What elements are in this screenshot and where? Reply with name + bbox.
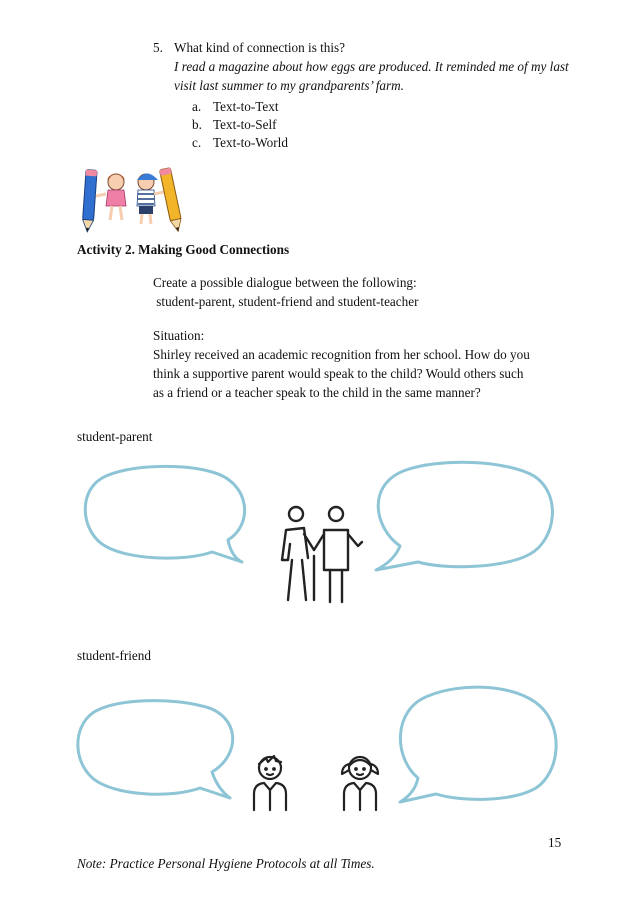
- question-passage-line-1: I read a magazine about how eggs are produced. It reminded me of my last: [174, 59, 569, 74]
- page-number: 15: [548, 835, 562, 850]
- girl-student-icon: [338, 752, 382, 812]
- kids-with-pencils-illustration: [76, 166, 186, 234]
- situation-label: Situation:: [153, 328, 205, 343]
- situation-line-3: as a friend or a teacher speak to the child in the same manner?: [153, 385, 481, 400]
- option-b-text: Text-to-Self: [213, 117, 277, 132]
- option-a-letter: a.: [192, 99, 202, 114]
- question-text: What kind of connection is this?: [174, 40, 346, 55]
- question-number: 5.: [153, 40, 163, 55]
- option-c-text: Text-to-World: [213, 135, 288, 150]
- activity-instruction-line-2: student-parent, student-friend and student-teacher: [153, 294, 419, 309]
- speech-bubble-left-parent: [84, 466, 256, 568]
- footer-note: Note: Practice Personal Hygiene Protocols at all Times.: [77, 856, 375, 871]
- situation-line-1: Shirley received an academic recognition from her school. How do you: [153, 347, 530, 362]
- adult-helping-elder-icon: [274, 504, 368, 606]
- section-label-student-friend: student-friend: [77, 648, 151, 663]
- activity-instruction-line-1: Create a possible dialogue between the following:: [153, 275, 417, 290]
- section-label-student-parent: student-parent: [77, 429, 153, 444]
- speech-bubble-left-friend: [78, 700, 246, 804]
- speech-bubble-right-parent: [370, 462, 556, 574]
- boy-student-icon: [250, 752, 290, 812]
- activity-title: Activity 2. Making Good Connections: [77, 242, 290, 257]
- option-c-letter: c.: [192, 135, 202, 150]
- speech-bubble-right-friend: [396, 686, 558, 808]
- option-b-letter: b.: [192, 117, 202, 132]
- question-passage-line-2: visit last summer to my grandparents’ farm.: [174, 78, 404, 93]
- option-a-text: Text-to-Text: [213, 99, 279, 114]
- situation-line-2: think a supportive parent would speak to the child? Would others such: [153, 366, 524, 381]
